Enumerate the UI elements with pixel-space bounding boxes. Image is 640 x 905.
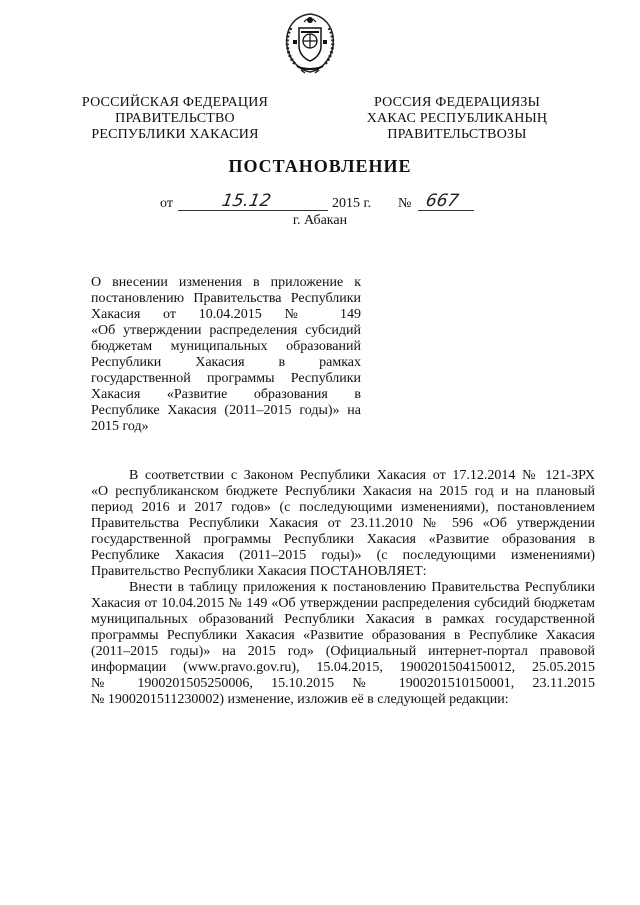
- header-left-line: РОССИЙСКАЯ ФЕДЕРАЦИЯ: [81, 95, 269, 110]
- date-number-line: [160, 192, 500, 214]
- paragraph1-line: В соответствии с Законом Республики Хакасия от 17.12.2014 № 121-ЗРХ: [129, 468, 595, 483]
- header-russian: [70, 95, 280, 143]
- header-left-line: РЕСПУБЛИКИ ХАКАСИЯ: [91, 127, 259, 142]
- paragraph2-line: программы Республики Хакасия «Развитие образования в Республике Хакасия: [91, 628, 595, 643]
- paragraph1-line: период 2016 и 2017 годов» (с последующими изменениями), постановлением: [91, 500, 595, 515]
- subject-line: бюджетам муниципальных образований: [91, 339, 361, 354]
- paragraph1-line: Правительство Республики Хакасия ПОСТАНОВЛЯЕТ:: [91, 564, 427, 579]
- paragraph2-line: муниципальных образований Республики Хакасия в рамках государственной: [91, 612, 595, 627]
- subject-line: Хакасия «Развитие образования в: [91, 387, 361, 402]
- paragraph1-line: государственной программы Республики Хакасия «Развитие образования в: [91, 532, 595, 547]
- subject-line: 2015 год»: [91, 419, 149, 434]
- paragraph2-line: № 1900201511230002) изменение, изложив её в следующей редакции:: [91, 692, 509, 707]
- subject-line: постановлению Правительства Республики: [91, 291, 361, 306]
- subject-block: [91, 275, 361, 435]
- paragraph2-line: информации (www.pravo.gov.ru), 15.04.2015, 1900201504150012, 25.05.2015: [91, 660, 595, 675]
- city-label: г. Абакан: [292, 213, 348, 228]
- paragraph2-line: Внести в таблицу приложения к постановлению Правительства Республики: [129, 580, 595, 595]
- subject-line: «Об утверждении распределения субсидий: [91, 323, 361, 338]
- header-right-line: ПРАВИТЕЛЬСТВОЗЫ: [387, 127, 527, 142]
- paragraph2-line: (2011–2015 годы)» на 2015 год» (Официальный интернет-портал правовой: [91, 644, 595, 659]
- document-title: ПОСТАНОВЛЕНИЕ: [228, 156, 412, 176]
- date-prefix: от: [160, 196, 173, 211]
- subject-line: государственной программы Республики: [91, 371, 361, 386]
- paragraph1-line: «О республиканском бюджете Республики Хакасия на 2015 год и на плановый: [91, 484, 595, 499]
- body-text: [91, 468, 595, 708]
- paragraph2-line: Хакасия от 10.04.2015 № 149 «Об утверждении распределения субсидий бюджетам: [91, 596, 595, 611]
- handwritten-number: 667: [424, 191, 461, 211]
- subject-line: О внесении изменения в приложение к: [91, 275, 361, 290]
- subject-line: Хакасия от 10.04.2015 № 149: [91, 307, 361, 322]
- paragraph2-line: № 1900201505250006, 15.10.2015 № 1900201510150001, 23.11.2015: [91, 676, 595, 691]
- header-right-line: РОССИЯ ФЕДЕРАЦИЯЗЫ: [373, 95, 541, 110]
- header-right-line: ХАКАС РЕСПУБЛИКАНЫҢ: [366, 111, 548, 126]
- subject-line: Республики Хакасия в рамках: [91, 355, 361, 370]
- header-khakas: [352, 95, 562, 143]
- handwritten-date: 15.12: [220, 191, 273, 211]
- coat-of-arms-emblem: [279, 10, 341, 76]
- republic-of-khakassia-coat-of-arms-icon: [279, 10, 341, 76]
- paragraph1-line: Республике Хакасия (2011–2015 годы)» (с последующими изменениями): [91, 548, 595, 563]
- header-left-line: ПРАВИТЕЛЬСТВО: [115, 111, 235, 126]
- paragraph1-line: Правительства Республики Хакасия от 23.11.2010 № 596 «Об утверждении: [91, 516, 595, 531]
- number-sign: №: [398, 196, 412, 211]
- year-label: 2015 г.: [332, 196, 372, 211]
- subject-line: Республике Хакасия (2011–2015 годы)» на: [91, 403, 361, 418]
